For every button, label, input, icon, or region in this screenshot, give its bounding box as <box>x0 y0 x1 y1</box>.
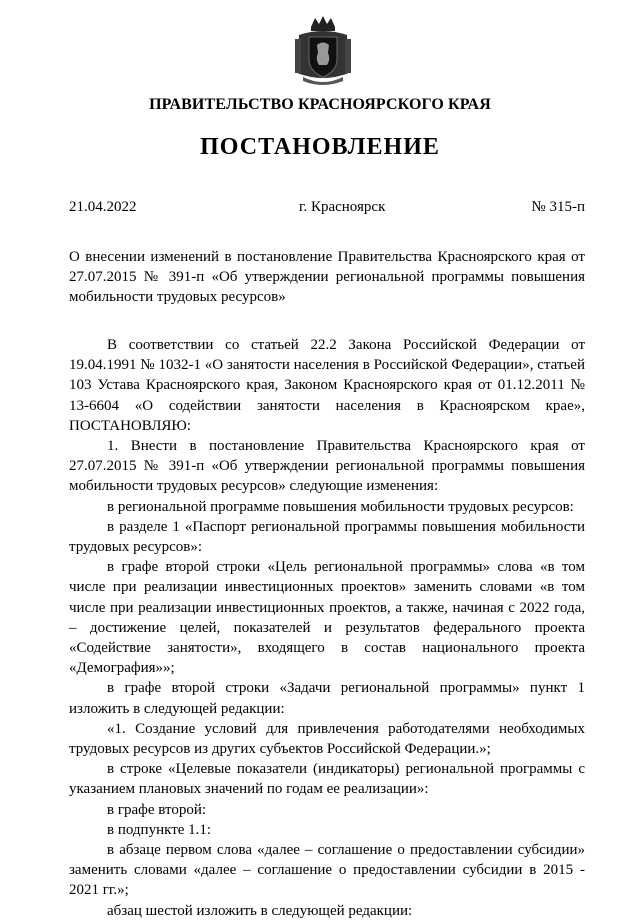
document-type-title: ПОСТАНОВЛЕНИЕ <box>200 134 440 160</box>
paragraph: в графе второй строки «Цель региональной программы» слова «в том числе при реализации инвестиционных проектов» заменить словами «в том числе при реализации инвестиционных проектов, а также, начиная с 2022 года, – достижение целей, показателей и результатов федерального проекта «Содействие занятости», входящего в состав национального проекта «Демография»»; <box>69 559 585 677</box>
paragraph: в абзаце первом слова «далее – соглашение о предоставлении субсидии» заменить словами «далее – соглашение о предоставлении субсидии в 2015 - 2021 гг.»; <box>69 842 585 899</box>
paragraph: «1. Создание условий для привлечения работодателями необходимых трудовых ресурсов из других субъектов Российской Федерации.»; <box>69 720 585 758</box>
document-date: 21.04.2022 <box>69 199 137 215</box>
document-number: № 315-п <box>531 199 585 215</box>
paragraph: 1. Внести в постановление Правительства Красноярского края от 27.07.2015 № 391-п «Об утверждении региональной программы повышения мобильности трудовых ресурсов» следующие изменения: <box>69 438 585 495</box>
paragraph: в графе второй строки «Задачи региональной программы» пункт 1 изложить в следующей редакции: <box>69 680 585 717</box>
paragraph: в региональной программе повышения мобильности трудовых ресурсов: <box>107 498 574 515</box>
document-city: г. Красноярск <box>299 199 386 215</box>
paragraph: в графе второй: <box>107 801 207 818</box>
paragraph: в строке «Целевые показатели (индикаторы) региональной программы с указанием плановых значений по годам ее реализации»: <box>69 761 585 798</box>
government-name: ПРАВИТЕЛЬСТВО КРАСНОЯРСКОГО КРАЯ <box>149 96 491 113</box>
paragraph: В соответствии со статьей 22.2 Закона Российской Федерации от 19.04.1991 № 1032-1 «О занятости населения в Российской Федерации», статьей 103 Устава Красноярского края, Законом Красноярского края от 01.12.2011 № 13-6604 «О содействии занятости населения в Красноярском крае», ПОСТАНОВЛЯЮ: <box>69 337 585 434</box>
document-meta-row <box>69 199 585 219</box>
coat-of-arms-icon <box>293 13 353 88</box>
document-body <box>69 335 585 921</box>
paragraph: абзац шестой изложить в следующей редакции: <box>107 902 413 919</box>
paragraph: в подпункте 1.1: <box>107 821 212 838</box>
paragraph: в разделе 1 «Паспорт региональной программы повышения мобильности трудовых ресурсов»: <box>69 518 585 556</box>
document-subject: О внесении изменений в постановление Правительства Красноярского края от 27.07.2015 № 391-п «Об утверждении региональной программы повышения мобильности трудовых ресурсов» <box>69 249 585 305</box>
